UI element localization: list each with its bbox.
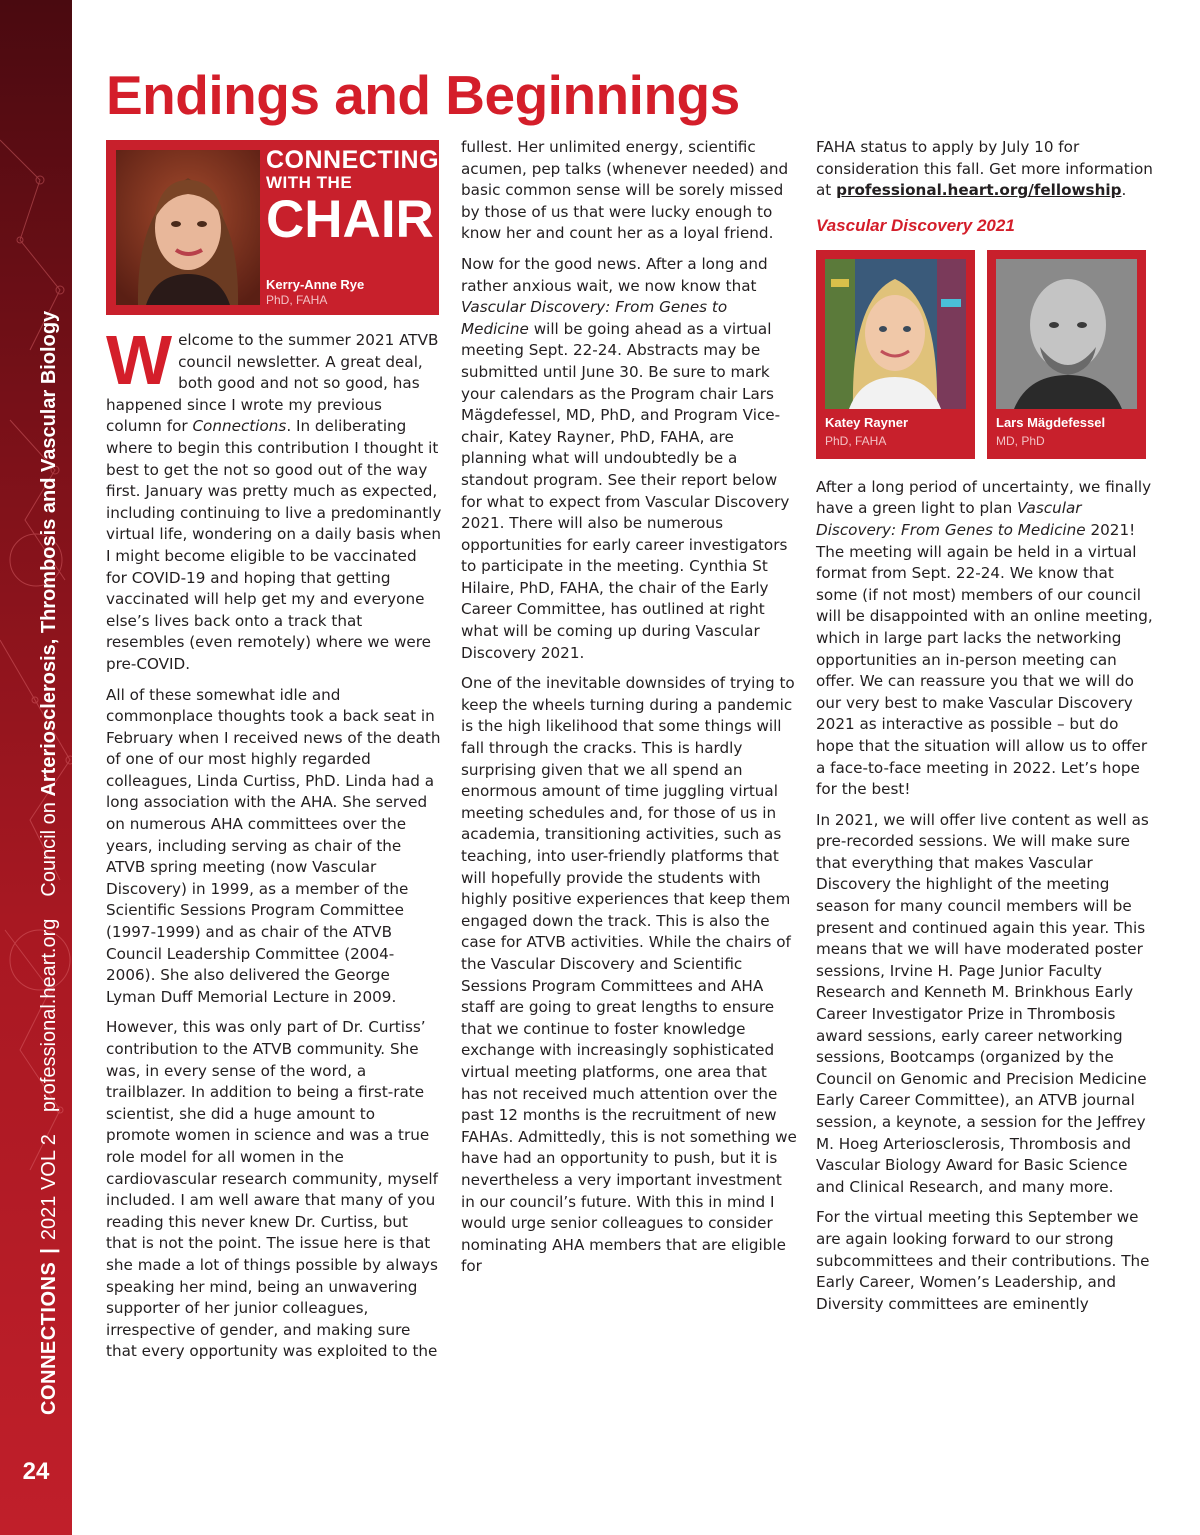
article-title: Endings and Beginnings xyxy=(106,64,740,126)
paragraph xyxy=(816,477,1154,801)
meeting-name-italic: Vascular Discovery: From Genes to Medicine xyxy=(461,298,728,338)
heading-chair: CHAIR xyxy=(266,190,434,249)
issue-label: 2021 VOL 2 xyxy=(38,1134,60,1241)
heading-connecting: CONNECTING xyxy=(266,146,440,174)
drop-cap: W xyxy=(106,321,173,399)
paragraph-text: After a long period of uncertainty, we finally have a green light to plan xyxy=(816,477,1152,518)
person-card-lars-magdefessel xyxy=(987,250,1146,459)
paragraph-text: FAHA status to apply by July 10 for consideration this fall. Get more information at xyxy=(816,138,1153,200)
paragraph-text: . xyxy=(1121,181,1127,200)
connecting-with-the-chair-box xyxy=(106,140,439,315)
paragraph: One of the inevitable downsides of trying to keep the wheels turning during a pandemic is the high likelihood that some things will fall through the cracks. This is hardly surprising given that we all spend an enormous amount of time juggling virtual meeting schedules and, for those of us in academia, transitioning activities, such as teaching, into user-friendly platforms that will hopefully provide the students with highly positive experiences that keep them engaged down the track. This is also the case for ATVB activities. While the chairs of the Vascular Discovery and Scientific Sessions Program Committees and AHA staff are going to great lengths to ensure that we continue to foster knowledge exchange with increasingly sophisticated virtual meeting platforms, one area that has not received much attention over the past 12 months is the recruitment of new FAHAs. Admittedly, this is not something we have had an opportunity to push, but it is nevertheless a very important investment in our council’s future. With this in mind I would urge senior colleagues to consider nominating AHA members that are eligible for xyxy=(461,674,797,1276)
paragraph-text: will be going ahead as a virtual meeting Sept. 22-24. Abstracts may be submitted until June 30. Be sure to mark your calendars as the Program chair Lars Mägdefessel, MD, PhD, and Program Vice-chair, Katey Rayner, PhD, FAHA, are planning what will undoubtedly be a standout program. See their report below for what to expect from Vascular Discovery 2021. There will also be numerous opportunities for early career investigators to participate in the meeting. Cynthia St Hilaire, PhD, FAHA, the chair of the Early Career Committee, has outlined at right what will be coming up during Vascular Discovery 2021. xyxy=(461,319,790,662)
chair-name: Kerry-Anne Rye xyxy=(266,277,365,292)
chair-portrait-photo xyxy=(116,150,260,305)
council-name: Arteriosclerosis, Thrombosis and Vascular Biology xyxy=(38,310,60,797)
publication-italic: Connections xyxy=(192,417,287,436)
paragraph: However, this was only part of Dr. Curtiss’ contribution to the ATVB community. She was, in every sense of the word, a trailblazer. In addition to being a first-rate scientist, she did a huge amount to promote women in science and was a true role model for all women in the cardiovascular research community, myself included. I am well aware that many of you reading this never knew Dr. Curtiss, but that is not the point. The issue here is that she made a lot of things possible by always speaking her mind, being an unwavering supporter of her junior colleagues, irrespective of gender, and making sure that every opportunity was exploited to the xyxy=(106,1018,439,1361)
paragraph xyxy=(106,321,442,676)
sidebar-separator: | xyxy=(38,1248,60,1254)
paragraph: For the virtual meeting this September we are again looking forward to our strong subcommittees and their contributions. The Early Career, Women’s Leadership, and Diversity committees are eminently xyxy=(816,1208,1150,1313)
heading-with-the: WITH THE xyxy=(266,173,353,192)
column-1 xyxy=(106,321,442,1372)
fellowship-link[interactable]: professional.heart.org/fellowship xyxy=(836,181,1122,200)
paragraph-text: . In deliberating where to begin this contribution I thought it best to get the not so good out of the way first. January was pretty much as expected, including continuing to live a predominantly virtual life, wondering on a daily basis when I might become eligible to be vaccinated for COVID-19 and hoping that getting vaccinated will help get my and everyone else’s lives back onto a track that resembles (even remotely) where we were pre-COVID. xyxy=(106,417,442,673)
person-credentials: MD, PhD xyxy=(996,433,1045,448)
page-number: 24 xyxy=(22,1458,50,1485)
paragraph: All of these somewhat idle and commonplace thoughts took a back seat in February when I received news of the death of one of our most highly regarded colleagues, Linda Curtiss, PhD. Linda had a long association with the AHA. She served on numerous AHA committees over the years, including serving as chair of the ATVB spring meeting (now Vascular Discovery) in 1999, as a member of the Scientific Sessions Program Committee (1997-1999) and as chair of the ATVB Council Leadership Committee (2004-2006). She also delivered the George Lyman Duff Memorial Lecture in 2009. xyxy=(106,685,441,1006)
man-portrait-icon xyxy=(996,259,1137,409)
woman-portrait-icon xyxy=(116,150,260,305)
paragraph xyxy=(461,254,797,664)
paragraph: In 2021, we will offer live content as well as pre-recorded sessions. We will make sure that everything that makes Vascular Discovery the highlight of the meeting season for many council members will be present and continued again this year. This means that we will have moderated poster sessions, Irvine H. Page Junior Faculty Research and Kenneth M. Brinkhous Early Career Investigator Prize in Thrombosis award sessions, early career networking sessions, Bootcamps (organized by the Council on Genomic and Precision Medicine Early Career Committee), an ATVB journal session, a keynote, a session for the Jeffrey M. Hoeg Arteriosclerosis, Thrombosis and Vascular Biology Award for Basic Science and Clinical Research, and many more. xyxy=(816,810,1149,1196)
chair-credentials: PhD, FAHA xyxy=(266,293,328,307)
lars-magdefessel-photo xyxy=(996,259,1137,409)
publication-name: CONNECTIONS xyxy=(38,1261,60,1415)
person-card-katey-rayner xyxy=(816,250,975,459)
paragraph: fullest. Her unlimited energy, scientific acumen, pep talks (whenever needed) and basic common sense will be sorely missed by those of us that were lucky enough to know her and count her as a loyal friend. xyxy=(461,138,789,243)
program-chairs-row xyxy=(816,250,1154,459)
paragraph-text: 2021! The meeting will again be held in a virtual format from Sept. 22-24. We know that some (if not most) members of our council will be disappointed with an online meeting, which in large part lacks the networking opportunities an in-person meeting can offer. We can reassure you that we will do our very best to make Vascular Discovery 2021 as interactive as possible – but do hope that the situation will allow us to offer a face-to-face meeting in 2022. Let’s hope for the best! xyxy=(816,520,1153,799)
woman-portrait-icon xyxy=(825,259,966,409)
person-credentials: PhD, FAHA xyxy=(825,433,887,448)
paragraph-text: elcome to the summer 2021 ATVB council newsletter. A great deal, both good and not so good, has happened since I wrote my previous column for xyxy=(106,331,439,436)
sidebar-vertical-text xyxy=(36,311,62,1415)
column-3 xyxy=(816,137,1154,1324)
person-name: Katey Rayner xyxy=(825,414,909,430)
column-2 xyxy=(461,137,797,1287)
person-name: Lars Mägdefessel xyxy=(996,414,1106,430)
chair-heading xyxy=(266,146,439,248)
paragraph xyxy=(816,137,1154,202)
meeting-name-italic: Vascular Discovery: From Genes to Medicine xyxy=(816,499,1086,539)
website-label: professional.heart.org xyxy=(38,918,60,1113)
paragraph-text: Now for the good news. After a long and rather anxious wait, we now know that xyxy=(461,254,768,295)
council-prefix: Council on xyxy=(38,802,60,897)
sidebar-band xyxy=(0,0,72,1535)
section-subheading: Vascular Discovery 2021 xyxy=(816,215,1015,235)
katey-rayner-photo xyxy=(825,259,966,409)
